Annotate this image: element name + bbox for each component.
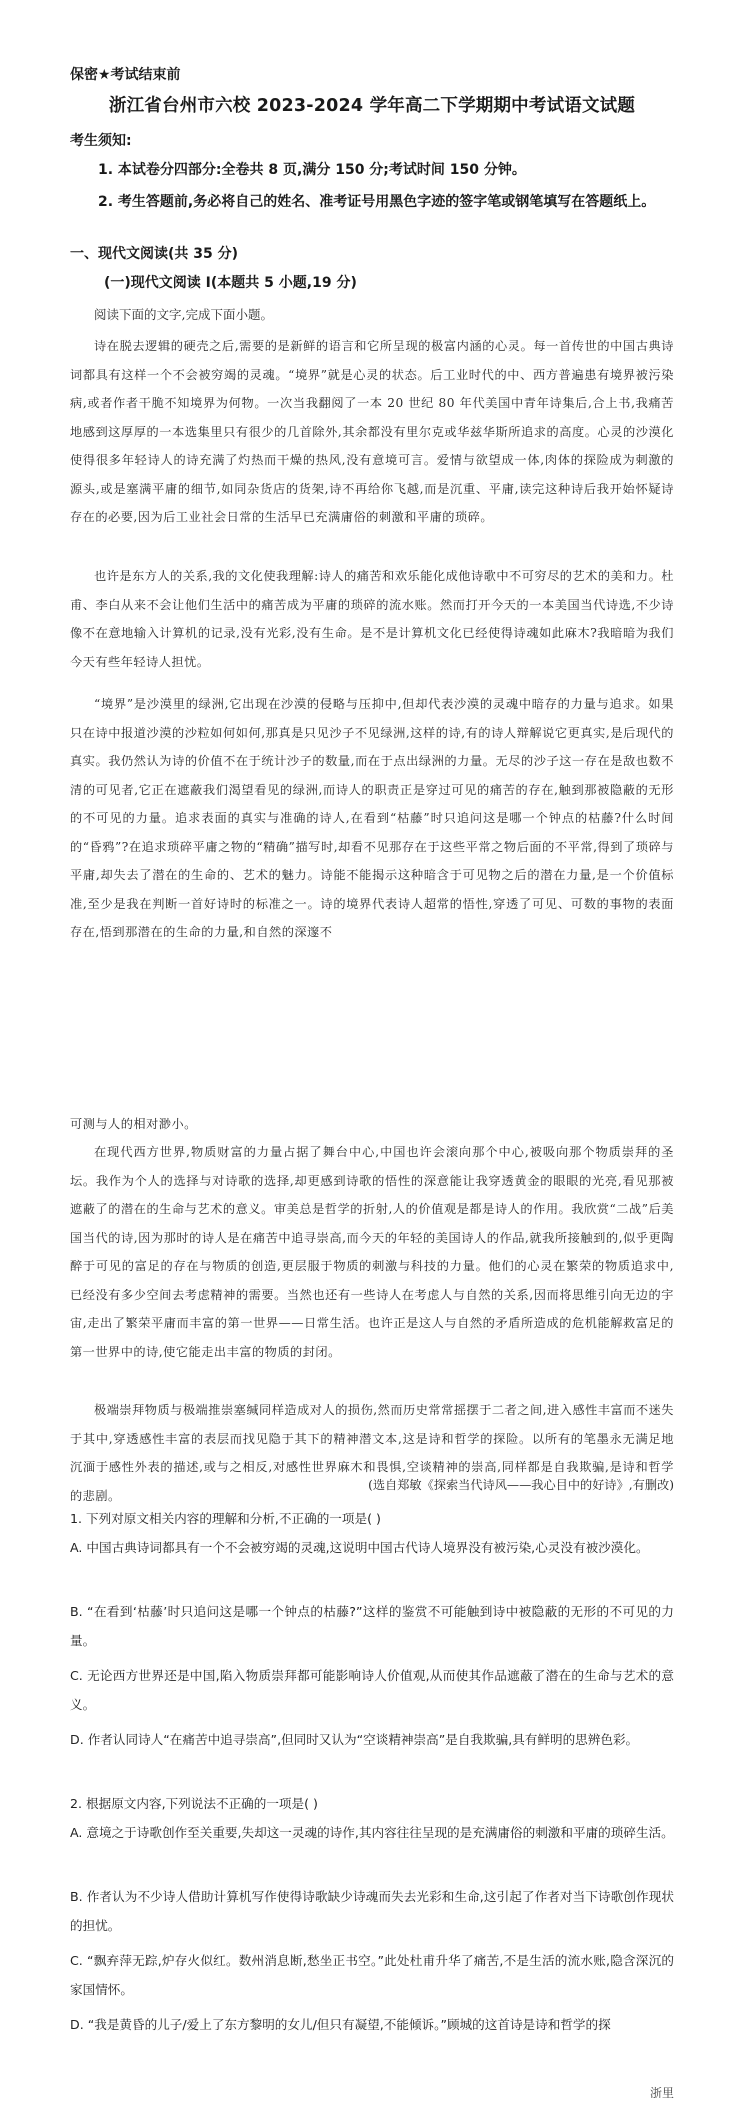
passage-paragraph-1: 诗在脱去逻辑的硬壳之后,需要的是新鲜的语言和它所呈现的极富内涵的心灵。每一首传世的中国古典诗词都具有这样一个不会被穷竭的灵魂。“境界”就是心灵的状态。后工业时代的中、西方普遍患有境界被污染病,或者作者干脆不知境界为何物。一次当我翻阅了一本 20 世纪 80 年代美国中青年诗集后,合上书,我痛苦地感到这厚厚的一本选集里只有很少的几首除外,其余都没有里尔克或华兹华斯所追求的高度。心灵的沙漠化使得很多年轻诗人的诗充满了灼热而干燥的热风,没有意境可言。爱情与欲望成一体,肉体的探险成为刺激的源头,或是塞满平庸的细节,如同杂货店的货架,诗不再给你飞越,而是沉重、平庸,读完这种诗后我开始怀疑诗存在的必要,因为后工业社会日常的生活早已充满庸俗的刺激和平庸的琐碎。 <box>70 339 674 524</box>
page-title: 浙江省台州市六校 2023-2024 学年高二下学期期中考试语文试题 <box>108 96 636 116</box>
question-1-option-a: A. 中国古典诗词都具有一个不会被穷竭的灵魂,这说明中国古代诗人境界没有被污染,心灵没有被沙漠化。 <box>70 1540 649 1555</box>
passage-paragraph-4: 在现代西方世界,物质财富的力量占据了舞台中心,中国也许会滚向那个中心,被吸向那个物质崇拜的圣坛。我作为个人的选择与对诗歌的选择,却更感到诗歌的悟性的深意能让我穿透黄金的眼眼的光亮,看见那被遮蔽了的潜在的生命与艺术的意义。审美总是哲学的折射,人的价值观是都是诗人的作用。我欣赏“二战”后美国当代的诗,因为那时的诗人是在痛苦中追寻崇高,而今天的年轻的美国诗人的作品,就我所接触到的,似乎更陶醉于可见的富足的存在与物质的创造,更层服于物质的刺激与科技的力量。他们的心灵在繁荣的物质追求中,已经没有多少空间去考虑精神的需要。当然也还有一些诗人在考虑人与自然的关系,因而将思维引向无边的宇宙,走出了繁荣平庸而丰富的第一世界——日常生活。也许正是这人与自然的矛盾所造成的危机能解救富足的第一世界中的诗,使它能走出丰富的物质的封闭。 <box>70 1145 674 1359</box>
question-1-option-d: D. 作者认同诗人“在痛苦中追寻崇高”,但同时又认为“空谈精神崇高”是自我欺骗,具有鲜明的思辨色彩。 <box>70 1732 639 1747</box>
passage-paragraph-2: 也许是东方人的关系,我的文化使我理解:诗人的痛苦和欢乐能化成他诗歌中不可穷尽的艺术的美和力。杜甫、李白从来不会让他们生活中的痛苦成为平庸的琐碎的流水账。然而打开今天的一本美国当代诗选,不少诗像不在意地输入计算机的记录,没有光彩,没有生命。是不是计算机文化已经使得诗魂如此麻木?我暗暗为我们今天有些年轻诗人担忧。 <box>70 569 674 669</box>
passage-source: (选自郑敏《探索当代诗风——我心目中的好诗》,有删改) <box>368 1478 674 1492</box>
reading-instruction: 阅读下面的文字,完成下面小题。 <box>94 307 273 322</box>
subsection-heading: (一)现代文阅读 I(本题共 5 小题,19 分) <box>104 275 357 291</box>
question-1-option-b: B. “在看到‘枯藤’时只追问这是哪一个钟点的枯藤?”这样的鉴赏不可能触到诗中被隐蔽的无形的不可见的力量。 <box>70 1604 674 1648</box>
question-1-option-c: C. 无论西方世界还是中国,陷入物质崇拜都可能影响诗人价值观,从而使其作品遮蔽了潜在的生命与艺术的意义。 <box>70 1668 674 1712</box>
passage-paragraph-5: 极端崇拜物质与极端推崇塞缄同样造成对人的损伤,然而历史常常摇摆于二者之间,进入感性丰富而不迷失于其中,穿透感性丰富的表层而找见隐于其下的精神潜文本,这是诗和哲学的探险。以所有的笔墨永无满足地沉湎于感性外表的描述,或与之相反,对感性世界麻木和畏惧,空谈精神的崇高,同样都是自我欺骗,是诗和哲学的悲剧。 <box>70 1403 674 1503</box>
question-2-option-c: C. “飘弃萍无踪,炉存火似红。数州消息断,愁坐正书空。”此处杜甫升华了痛苦,不是生活的流水账,隐含深沉的家国情怀。 <box>70 1953 674 1997</box>
notice-heading: 考生须知: <box>70 133 132 149</box>
question-1-stem: 1. 下列对原文相关内容的理解和分析,不正确的一项是( ) <box>70 1511 381 1526</box>
section-heading: 一、现代文阅读(共 35 分) <box>70 246 239 262</box>
question-2-option-a: A. 意境之于诗歌创作至关重要,失却这一灵魂的诗作,其内容往往呈现的是充满庸俗的刺激和平庸的琐碎生活。 <box>70 1825 674 1840</box>
passage-paragraph-3-continued: 可测与人的相对渺小。 <box>70 1117 197 1131</box>
question-2-option-d: D. “我是黄昏的儿子/爱上了东方黎明的女儿/但只有凝望,不能倾诉。”顾城的这首诗是诗和哲学的探 <box>70 2017 611 2032</box>
notice-item-2: 2. 考生答题前,务必将自己的姓名、准考证号用黑色字迹的签字笔或钢笔填写在答题纸上。 <box>98 194 656 210</box>
page-footer: 浙里 <box>649 2086 674 2100</box>
question-2-option-b: B. 作者认为不少诗人借助计算机写作使得诗歌缺少诗魂而失去光彩和生命,这引起了作者对当下诗歌创作现状的担忧。 <box>70 1889 674 1933</box>
passage-paragraph-3: “境界”是沙漠里的绿洲,它出现在沙漠的侵略与压抑中,但却代表沙漠的灵魂中暗存的力量与追求。如果只在诗中报道沙漠的沙粒如何如何,那真是只见沙子不见绿洲,这样的诗,有的诗人辩解说它更真实,是后现代的真实。我仍然认为诗的价值不在于统计沙子的数量,而在于点出绿洲的力量。无尽的沙子这一存在是敌也数不清的可见者,它正在遮蔽我们渴望看见的绿洲,而诗人的职责正是穿过可见的痛苦的存在,触到那被隐蔽的无形的不可见的力量。追求表面的真实与准确的诗人,在看到“枯藤”时只追问这是哪一个钟点的枯藤?什么时间的“昏鸦”?在追求琐碎平庸之物的“精确”描写时,却看不见那存在于这些平常之物后面的不平常,得到了琐碎与平庸,却失去了潜在的生命的、艺术的魅力。诗能不能揭示这种暗含于可见物之后的潜在力量,是一个价值标准,至少是我在判断一首好诗时的标准之一。诗的境界代表诗人超常的悟性,穿透了可见、可数的事物的表面存在,悟到那潜在的生命的力量,和自然的深邃不 <box>70 697 674 939</box>
notice-item-1: 1. 本试卷分四部分:全卷共 8 页,满分 150 分;考试时间 150 分钟。 <box>98 162 526 178</box>
confidential-label: 保密★考试结束前 <box>70 67 181 83</box>
question-2-stem: 2. 根据原文内容,下列说法不正确的一项是( ) <box>70 1796 318 1811</box>
